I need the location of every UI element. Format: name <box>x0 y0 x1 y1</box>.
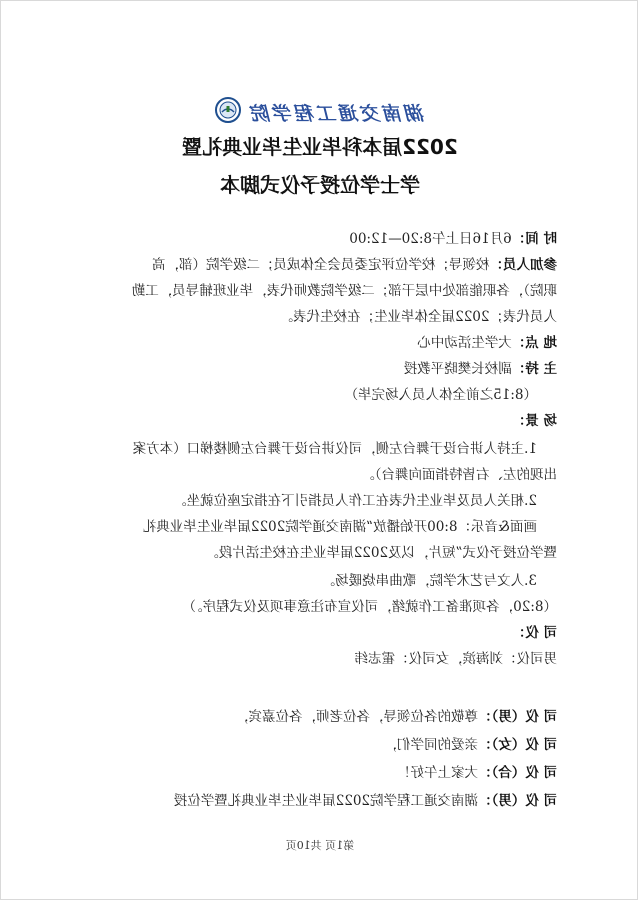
time-label: 时 间： <box>511 231 557 247</box>
participants-text-3: 人员代表；2022届全体毕业生；在校生代表。 <box>279 309 557 325</box>
document-title-line2: 学士学位授予仪式脚本 <box>220 173 420 197</box>
participants-label: 参加人员： <box>489 257 557 273</box>
school-seal-icon <box>215 97 241 127</box>
scene-1-line-1: 1.主持人讲台设于舞台左侧，司仪讲台设于舞台左侧楼梯口（本方案 <box>132 441 537 457</box>
school-name: 湖南交通工程学院 <box>249 102 426 125</box>
dialogue-speaker: 司 仪（女）： <box>478 737 557 753</box>
scene-3-line-1: 3.人文与艺术学院，歌曲串烧暖场。 <box>321 573 537 589</box>
dialogue-line <box>82 735 557 755</box>
participants-text-2: 职院），各职能部处中层干部；二级学院教师代表，毕业班辅导员，工勤 <box>131 283 557 299</box>
time-value: 6月16日上午8:20—12:00 <box>349 231 512 247</box>
emcee-row <box>82 623 557 643</box>
scene-2-line-1: 2.相关人员及毕业生代表在工作人员指引下在指定座位就坐。 <box>173 493 537 509</box>
dialogue-line <box>82 791 557 811</box>
place-row <box>82 333 557 353</box>
dialogue-line <box>82 707 557 727</box>
scene-3-line-2: （8:20，各项准备工作就绪，司仪宣布注意事项及仪式程序。） <box>182 599 557 615</box>
page-footer: 第1页 共10页 <box>285 839 355 852</box>
dialogue-speaker: 司 仪（男）： <box>478 709 557 725</box>
scene-2-line-2: 画面&音乐：8:00开始播放“湖南交通学院2022届毕业生毕业典礼 <box>142 519 537 535</box>
arrival-note: （8:15之前全体人员入场完毕） <box>344 387 537 403</box>
dialogue-text: 大家上午好！ <box>397 765 479 781</box>
scene-1-line-2: 出现的左、右皆特指面向舞台）。 <box>361 467 557 483</box>
stage-row <box>82 411 557 431</box>
participants-row <box>82 255 557 275</box>
mirrored-content <box>1 1 638 901</box>
stage-label: 场 景： <box>511 413 557 429</box>
host-value: 副校长樊晓平教授 <box>403 361 512 377</box>
emcee-label: 司 仪： <box>511 625 557 641</box>
emcee-names: 男司仪：刘海滨，女司仪：霍志纬 <box>354 651 557 667</box>
dialogue-line <box>82 763 557 783</box>
participants-text-1: 校领导；校学位评定委员会全体成员；二级学院（部，高 <box>152 257 490 273</box>
dialogue-text: 湖南交通工程学院2022届毕业生毕业典礼暨学位授 <box>173 793 479 809</box>
host-label: 主 持： <box>511 361 557 377</box>
dialogue-text: 亲爱的同学们， <box>383 737 479 753</box>
dialogue-speaker: 司 仪（男）： <box>478 793 557 809</box>
time-row <box>82 229 557 249</box>
host-row <box>82 359 557 379</box>
school-header <box>1 97 638 125</box>
place-label: 地 点： <box>511 335 557 351</box>
dialogue-speaker: 司 仪（合）： <box>478 765 557 781</box>
place-value: 大学生活动中心 <box>417 335 512 351</box>
scene-2-line-3: 暨学位授予仪式”短片，以及2022届毕业生在校生活片段。 <box>205 545 557 561</box>
dialogue-text: 尊敬的各位领导，各位老师，各位嘉宾， <box>235 709 479 725</box>
document-title-line1: 2022届本科毕业生毕业典礼暨 <box>182 135 458 159</box>
